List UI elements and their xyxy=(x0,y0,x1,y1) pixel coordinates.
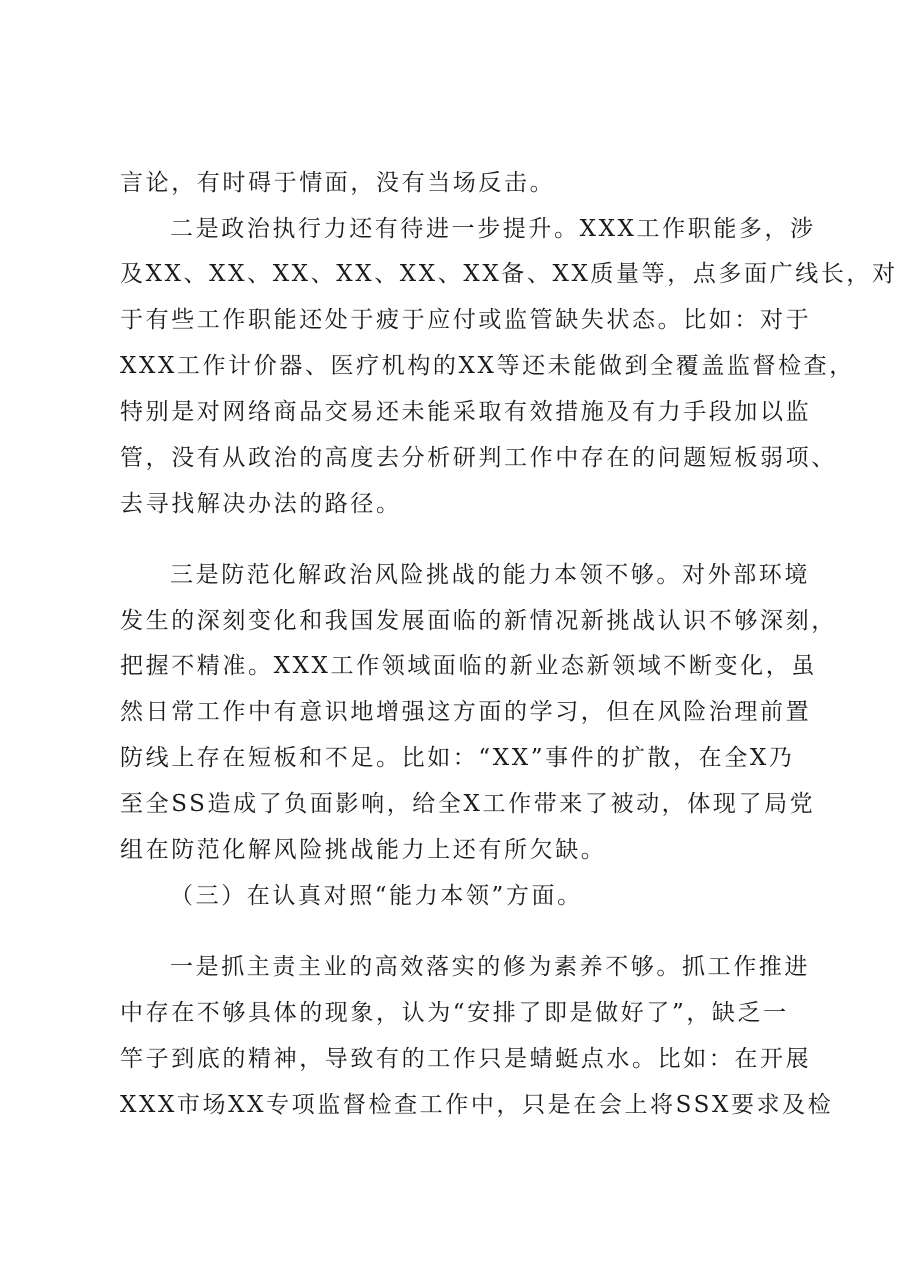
paragraph-line: 中存在不够具体的现象，认为“安排了即是做好了”，缺乏一 xyxy=(120,1000,789,1026)
section-heading: （三）在认真对照“能力本领”方面。 xyxy=(170,883,583,909)
paragraph-line: 二是政治执行力还有待进一步提升。XXX工作职能多，涉 xyxy=(170,216,816,242)
paragraph-line: 一是抓主责主业的高效落实的修为素养不够。抓工作推进 xyxy=(170,954,810,980)
paragraph-line: 言论，有时碍于情面，没有当场反击。 xyxy=(120,170,556,196)
paragraph-line: 及XX、XX、XX、XX、XX、XX备、XX质量等，点多面广线长，对 xyxy=(120,261,898,287)
paragraph-line: 管，没有从政治的高度去分析研判工作中存在的问题短板弱项、 xyxy=(120,445,837,471)
paragraph-line: 组在防范化解风险挑战能力上还有所欠缺。 xyxy=(120,837,607,863)
paragraph-line: 特别是对网络商品交易还未能采取有效措施及有力手段加以监 xyxy=(120,399,812,425)
paragraph-line: 防线上存在短板和不足。比如：“XX”事件的扩散，在全X乃 xyxy=(120,745,795,771)
paragraph-line: XXX工作计价器、医疗机构的XX等还未能做到全覆盖监督检查， xyxy=(120,353,855,379)
paragraph-line: 至全SS造成了负面影响，给全X工作带来了被动，体现了局党 xyxy=(120,791,816,817)
paragraph-line: 竿子到底的精神，导致有的工作只是蜻蜓点水。比如：在开展 xyxy=(120,1046,812,1072)
paragraph-line: 发生的深刻变化和我国发展面临的新情况新挑战认识不够深刻， xyxy=(120,608,837,634)
paragraph-line: XXX市场XX专项监督检查工作中，只是在会上将SSX要求及检 xyxy=(120,1092,834,1118)
paragraph-line: 然日常工作中有意识地增强这方面的学习，但在风险治理前置 xyxy=(120,699,812,725)
paragraph-line: 三是防范化解政治风险挑战的能力本领不够。对外部环境 xyxy=(170,562,810,588)
paragraph-line: 于有些工作职能还处于疲于应付或监管缺失状态。比如：对于 xyxy=(120,307,812,333)
paragraph-line: 去寻找解决办法的路径。 xyxy=(120,491,402,517)
paragraph-line: 把握不精准。XXX工作领域面临的新业态新领域不断变化，虽 xyxy=(120,653,817,679)
